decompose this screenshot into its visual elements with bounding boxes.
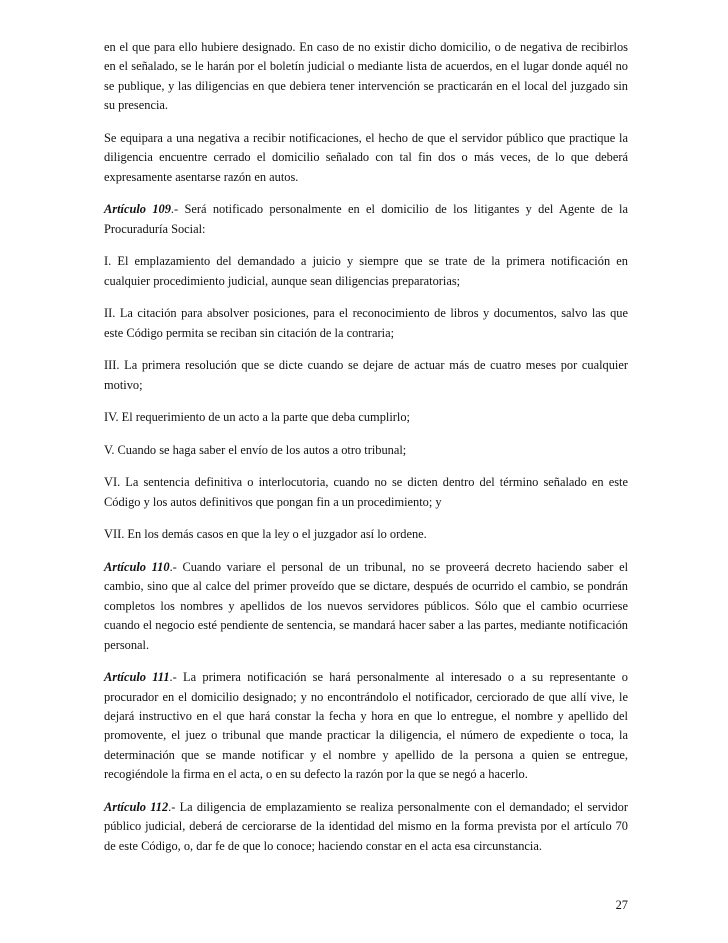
paragraph-text: en el que para ello hubiere designado. En caso de no existir dicho domicilio, o de negativa de recibirlos en el señalado, se le harán por el boletín judicial o mediante lista de acuerdos, en el lugar donde aquél no se publique, y las diligencias en que debiera tener intervención se practicarán en el local del juzgado sin su presencia. — [104, 40, 628, 113]
fraction-iii — [104, 356, 628, 395]
fraction-text: V. Cuando se haga saber el envío de los autos a otro tribunal; — [104, 442, 407, 457]
article-text: .- La primera notificación se hará personalmente al interesado o a su representante o procurador en el domicilio designado; y no encontrándolo el notificador, cerciorado de que allí vive, le dejará instructivo en el que hará constar la fecha y hora en que lo entregue, el nombre y apellido del promovente, el juez o tribunal que mande practicar la diligencia, el número de expediente o toca, la determinación que se mande notificar y el nombre y apellido de la persona a quien se entregue, recogiéndole la firma en el acta, o en su defecto la razón por la que se negó a hacerlo. — [104, 670, 628, 782]
article-112 — [104, 798, 628, 856]
article-heading: Artículo 112 — [104, 799, 169, 814]
paragraph-refusal — [104, 129, 628, 187]
article-heading: Artículo 110 — [104, 560, 170, 574]
fraction-i — [104, 252, 628, 291]
fraction-text: IV. El requerimiento de un acto a la parte que deba cumplirlo; — [104, 410, 410, 425]
article-text: .- La diligencia de emplazamiento se realiza personalmente con el demandado; el servidor público judicial, deberá de cerciorarse de la identidad del mismo en la forma prevista por el artículo 70 de este Código, o, dar fe de que lo conoce; haciendo constar en el acta esa circunstancia. — [104, 799, 628, 853]
article-text: .- Será notificado personalmente en el domicilio de los litigantes y del Agente de la Procuraduría Social: — [104, 202, 628, 236]
fraction-vii — [104, 525, 628, 544]
fraction-text: VII. En los demás casos en que la ley o el juzgador así lo ordene. — [104, 527, 427, 542]
fraction-iv — [104, 408, 628, 427]
fraction-ii — [104, 304, 628, 343]
article-109 — [104, 200, 628, 239]
article-111 — [104, 668, 628, 784]
fraction-text: II. La citación para absolver posiciones, para el reconocimiento de libros y documentos, salvo las que este Código permita se reciban sin citación de la contraria; — [104, 306, 628, 340]
fraction-v — [104, 441, 628, 460]
fraction-text: I. El emplazamiento del demandado a juicio y siempre que se trate de la primera notificación en cualquier procedimiento judicial, aunque sean diligencias preparatorias; — [104, 254, 628, 288]
fraction-vi — [104, 473, 628, 512]
fraction-text: III. La primera resolución que se dicte cuando se dejare de actuar más de cuatro meses por cualquier motivo; — [104, 358, 628, 392]
article-heading: Artículo 109 — [104, 202, 171, 217]
document-page — [104, 38, 628, 869]
fraction-text: VI. La sentencia definitiva o interlocutoria, cuando no se dicten dentro del término señalado en este Código y los autos definitivos que pongan fin a un procedimiento; y — [104, 475, 628, 509]
paragraph-text: Se equipara a una negativa a recibir notificaciones, el hecho de que el servidor público que practique la diligencia encuentre cerrado el domicilio señalado con tal fin dos o más veces, de lo que deberá expresamente asentarse razón en autos. — [104, 130, 628, 184]
page-number: 27 — [615, 898, 628, 912]
article-heading: Artículo 111 — [104, 670, 170, 685]
article-110 — [104, 558, 628, 655]
article-text: .- Cuando variare el personal de un tribunal, no se proveerá decreto haciendo saber el cambio, sino que al calce del primer proveído que se dictare, después de ocurrido el cambio, se pondrán completos los nombres y apellidos de los nuevos servidores públicos. Sólo que el cambio ocurriese cuando el negocio esté pendiente de sentencia, se mandará hacer saber a las partes, mediante notificación personal. — [104, 560, 629, 652]
paragraph-continuation — [104, 38, 628, 116]
